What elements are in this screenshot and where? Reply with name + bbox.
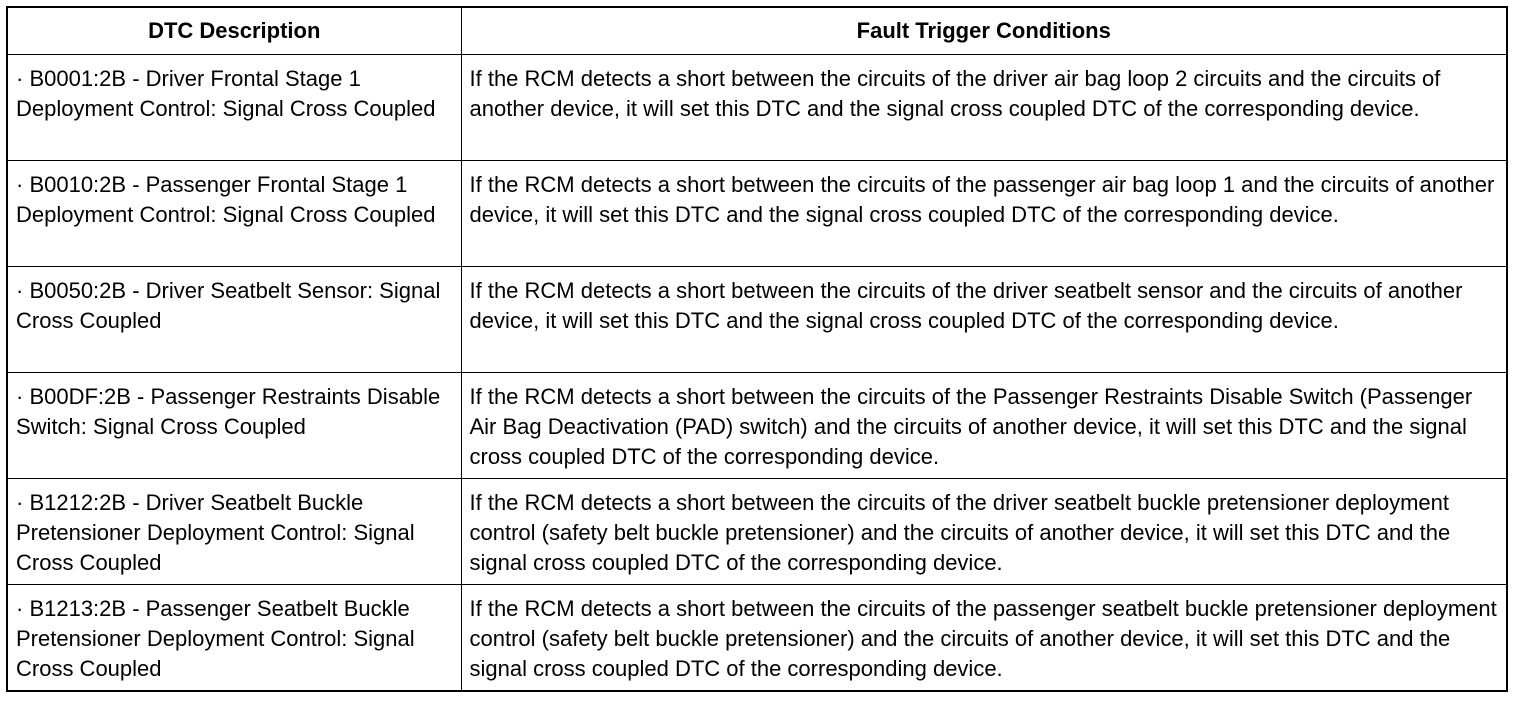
dtc-description-cell: · B0001:2B - Driver Frontal Stage 1 Deployment Control: Signal Cross Coupled: [7, 55, 461, 161]
fault-conditions-cell: If the RCM detects a short between the circuits of the driver air bag loop 2 circuits and the circuits of another device, it will set this DTC and the signal cross coupled DTC of the corresponding device.: [461, 55, 1507, 161]
dtc-description-cell: · B0010:2B - Passenger Frontal Stage 1 Deployment Control: Signal Cross Coupled: [7, 161, 461, 267]
dtc-description-cell: · B1213:2B - Passenger Seatbelt Buckle Pretensioner Deployment Control: Signal Cross Coupled: [7, 585, 461, 691]
fault-conditions-cell: If the RCM detects a short between the circuits of the Passenger Restraints Disable Switch (Passenger Air Bag Deactivation (PAD) switch) and the circuits of another device, it will set this DTC and the signal cross coupled DTC of the corresponding device.: [461, 373, 1507, 479]
fault-conditions-cell: If the RCM detects a short between the circuits of the driver seatbelt sensor and the circuits of another device, it will set this DTC and the signal cross coupled DTC of the corresponding device.: [461, 267, 1507, 373]
dtc-description-cell: · B1212:2B - Driver Seatbelt Buckle Pretensioner Deployment Control: Signal Cross Coupled: [7, 479, 461, 585]
table-row: [7, 55, 1507, 161]
table-row: [7, 161, 1507, 267]
fault-conditions-cell: If the RCM detects a short between the circuits of the passenger air bag loop 1 and the circuits of another device, it will set this DTC and the signal cross coupled DTC of the corresponding device.: [461, 161, 1507, 267]
table-row: [7, 479, 1507, 585]
dtc-fault-table: [6, 6, 1508, 692]
fault-conditions-cell: If the RCM detects a short between the circuits of the driver seatbelt buckle pretensioner deployment control (safety belt buckle pretensioner) and the circuits of another device, it will set this DTC and the signal cross coupled DTC of the corresponding device.: [461, 479, 1507, 585]
table-row: [7, 373, 1507, 479]
header-fault-trigger-conditions: Fault Trigger Conditions: [461, 7, 1507, 55]
fault-conditions-cell: If the RCM detects a short between the circuits of the passenger seatbelt buckle pretensioner deployment control (safety belt buckle pretensioner) and the circuits of another device, it will set this DTC and the signal cross coupled DTC of the corresponding device.: [461, 585, 1507, 691]
header-dtc-description: DTC Description: [7, 7, 461, 55]
table-row: [7, 267, 1507, 373]
table-header-row: [7, 7, 1507, 55]
table-row: [7, 585, 1507, 691]
dtc-description-cell: · B00DF:2B - Passenger Restraints Disable Switch: Signal Cross Coupled: [7, 373, 461, 479]
dtc-description-cell: · B0050:2B - Driver Seatbelt Sensor: Signal Cross Coupled: [7, 267, 461, 373]
